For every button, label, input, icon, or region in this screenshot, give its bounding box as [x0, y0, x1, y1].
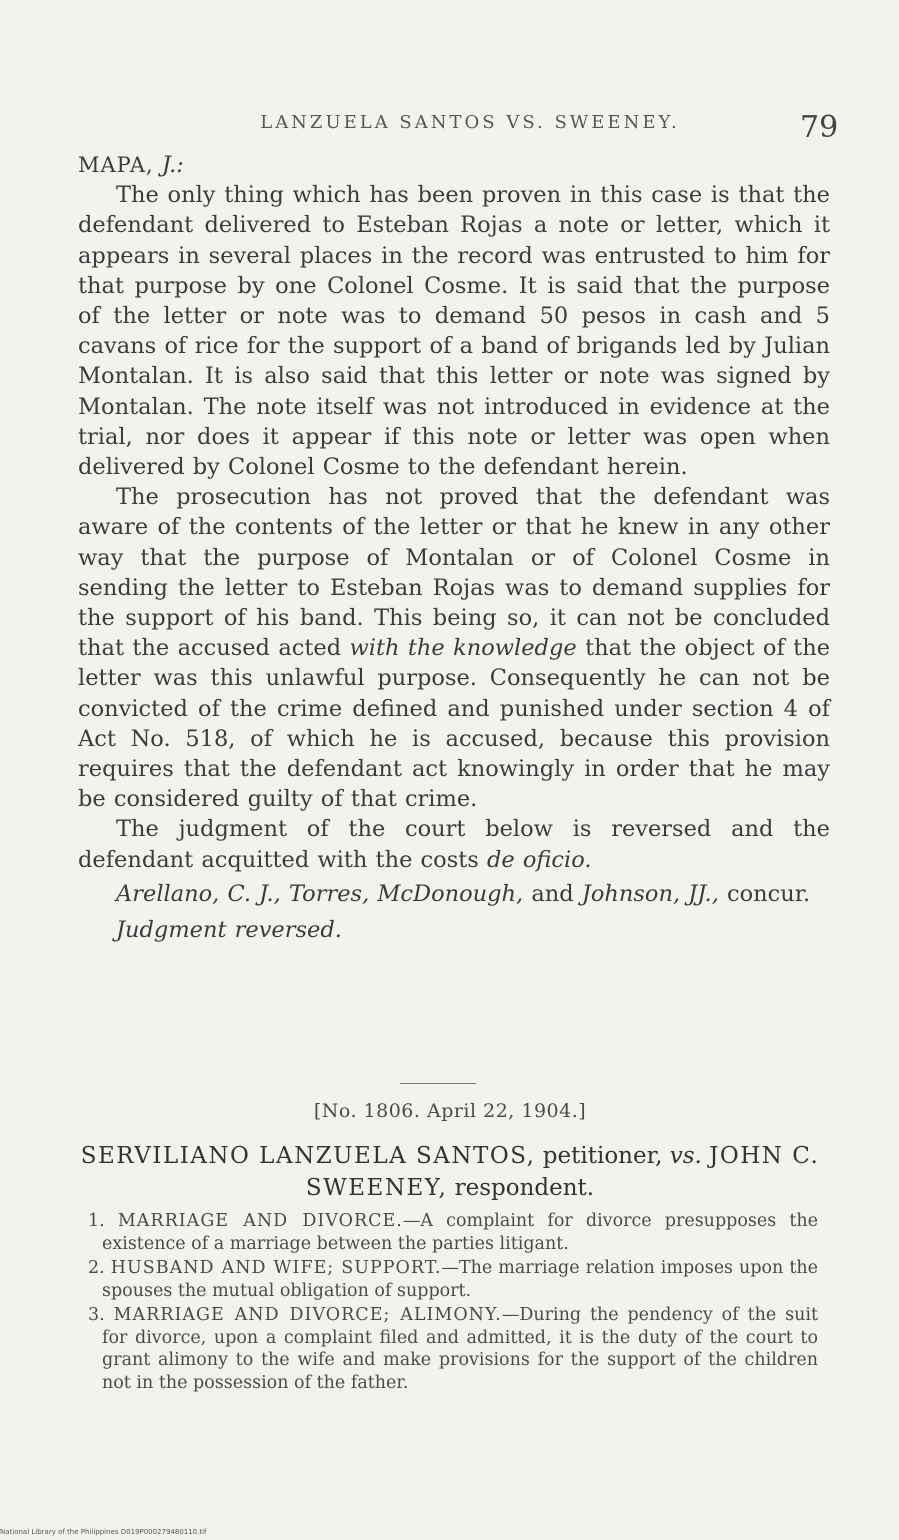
syllabus-num: 1. — [88, 1211, 105, 1231]
syllabus — [88, 1210, 818, 1396]
syllabus-head: MARRIAGE AND DIVORCE. — [117, 1211, 403, 1231]
justice-suffix: J.: — [161, 152, 184, 178]
judgment-text: Judgment reversed. — [116, 917, 342, 944]
case-title — [80, 1140, 820, 1204]
concurrence — [78, 879, 830, 909]
paragraph-2-text-b: that the object of the letter was this unlawful purpose. Consequently he can not be convicted of the crime defined and punished under section 4 of Act No. 518, of which he is accused, because this provision requires that the defendant act knowingly in order that he may be considered guilty of that crime. — [78, 635, 831, 813]
paragraph-2 — [78, 482, 830, 814]
paragraph-2-text-a: The prosecution has not proved that the defendant was aware of the contents of the letter or that he knew in any other way that the purpose of Montalan or of Colonel Cosme in sending the letter to Esteban Rojas was to demand supplies for the support of his band. This being so, it can not be concluded that the accused acted — [78, 484, 830, 662]
syllabus-text: —A complaint for divorce presupposes the existence of a marriage between the parties litigant. — [102, 1211, 818, 1254]
opinion-body — [78, 150, 830, 945]
petitioner-role: petitioner, — [542, 1143, 663, 1169]
syllabus-item — [88, 1257, 818, 1302]
paragraph-3-text: The judgment of the court below is reversed and the defendant acquitted with the costs — [78, 816, 830, 873]
paragraph-1: The only thing which has been proven in this case is that the defendant delivered to Esteban Rojas a note or letter, which it appears in several places in the record was entrusted to him for that purpose by one Colonel Cosme. It is said that the purpose of the letter or note was to demand 50 pesos in cash and 5 cavans of rice for the support of a band of brigands led by Julian Montalan. It is also said that this letter or note was signed by Montalan. The note itself was not introduced in evidence at the trial, nor does it appear if this note or letter was open when delivered by Colonel Cosme to the defendant herein. — [78, 182, 830, 481]
judgment-line — [78, 915, 830, 945]
justice-name: MAPA, — [78, 153, 154, 177]
versus: vs. — [669, 1143, 702, 1169]
concur-and: and — [531, 880, 574, 907]
page-number: 79 — [800, 110, 839, 145]
syllabus-head: HUSBAND AND WIFE; SUPPORT. — [110, 1258, 442, 1278]
syllabus-item — [88, 1210, 818, 1255]
concur-word: concur. — [727, 880, 811, 907]
petitioner-name: SERVILIANO LANZUELA SANTOS, — [80, 1143, 536, 1169]
paragraph-3-italic: de oficio. — [487, 846, 592, 873]
running-head: LANZUELA SANTOS VS. SWEENEY. — [260, 112, 680, 133]
case-number: [No. 1806. April 22, 1904.] — [313, 1100, 587, 1122]
paragraph-3 — [78, 814, 830, 874]
section-divider — [400, 1083, 476, 1084]
concur-last: Johnson, JJ., — [581, 880, 719, 907]
scan-footer: National Library of the Philippines D019P000279480110.tif — [0, 1528, 207, 1536]
syllabus-num: 3. — [88, 1305, 105, 1325]
justice-line — [78, 150, 830, 180]
syllabus-head: MARRIAGE AND DIVORCE; ALIMONY. — [113, 1305, 502, 1325]
concur-names: Arellano, C. J., Torres, McDonough, — [116, 880, 524, 907]
syllabus-text: —The marriage relation imposes upon the spouses the mutual obligation of support. — [102, 1258, 818, 1301]
paragraph-2-italic: with the knowledge — [349, 635, 577, 662]
respondent-name: JOHN C. SWEENEY, — [305, 1143, 820, 1201]
syllabus-num: 2. — [88, 1258, 105, 1278]
respondent-role: respondent. — [454, 1175, 595, 1201]
syllabus-item — [88, 1304, 818, 1394]
syllabus-text: —During the pendency of the suit for divorce, upon a complaint filed and admitted, it is the duty of the court to grant alimony to the wife and make provisions for the support of the children not in the possession of the father. — [102, 1305, 818, 1393]
